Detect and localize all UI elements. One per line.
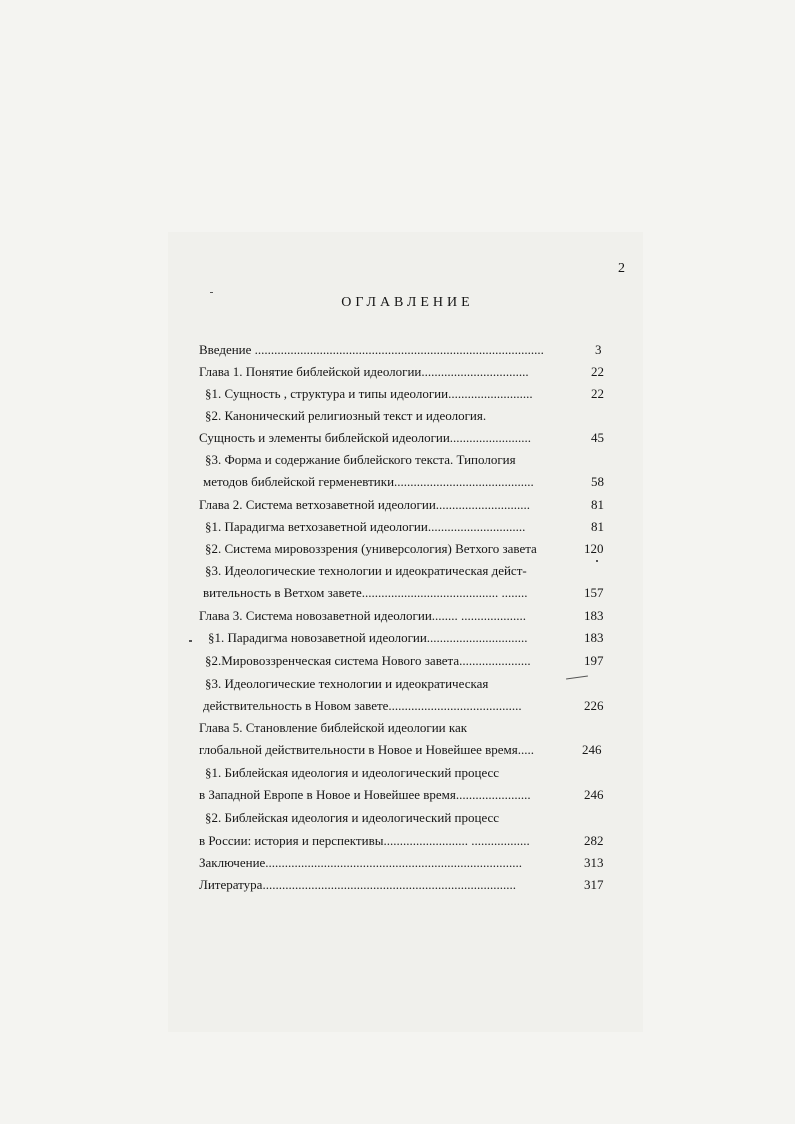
- toc-entry-chapter-3: [0, 608, 795, 628]
- toc-entry-text: §3. Форма и содержание библейского текста. Типология: [205, 452, 516, 467]
- toc-entry-page: 3: [595, 342, 602, 357]
- toc-entry-page: 22: [591, 364, 604, 379]
- toc-entry-chapter-3-section-3-cont: [0, 698, 795, 718]
- toc-entry-chapter-5-cont: [0, 742, 795, 762]
- toc-entry-page: 22: [591, 386, 604, 401]
- page-number: 2: [618, 261, 625, 276]
- toc-entry-text: вительность в Ветхом завете.......................................... ........: [203, 585, 528, 600]
- toc-entry-chapter-3-section-1: [0, 630, 795, 650]
- toc-entry-chapter-1-section-3: [0, 452, 795, 472]
- toc-entry-text: Заключение...............................................................................: [199, 855, 523, 870]
- toc-entry-chapter-1-section-2-cont: [0, 430, 795, 450]
- toc-entry-chapter-1-section-1: [0, 386, 795, 406]
- toc-entry-literature: [0, 877, 795, 897]
- toc-entry-text: Глава 5. Становление библейской идеологии как: [199, 720, 468, 735]
- toc-entry-page: 226: [584, 698, 604, 713]
- toc-entry-chapter-5-section-1: [0, 765, 795, 785]
- scan-speck: [596, 560, 598, 562]
- toc-entry-text: §3. Идеологические технологии и идеократическая: [205, 676, 489, 691]
- toc-entry-page: 157: [584, 585, 604, 600]
- toc-entry-text: методов библейской герменевтики...........................................: [203, 474, 534, 489]
- toc-entry-text: §1. Сущность , структура и типы идеологии..........................: [205, 386, 533, 401]
- toc-entry-chapter-5-section-2: [0, 810, 795, 830]
- toc-entry-page: 317: [584, 877, 604, 892]
- toc-entry-chapter-5-section-2-cont: [0, 833, 795, 853]
- toc-entry-text: §1. Парадигма новозаветной идеологии...............................: [208, 630, 528, 645]
- toc-entry-text: §2. Канонический религиозный текст и идеология.: [205, 408, 487, 423]
- toc-entry-chapter-2-section-2: [0, 541, 795, 561]
- toc-entry-page: 58: [591, 474, 604, 489]
- toc-entry-chapter-5-section-1-cont: [0, 787, 795, 807]
- toc-entry-text: Сущность и элементы библейской идеологии.........................: [199, 430, 532, 445]
- toc-entry-text: глобальной действительности в Новое и Новейшее время.....: [199, 742, 534, 757]
- toc-entry-chapter-2-section-1: [0, 519, 795, 539]
- toc-entry-text: в России: история и перспективы.......................... ..................: [199, 833, 530, 848]
- toc-entry-chapter-2-section-3-cont: [0, 585, 795, 605]
- toc-entry-text: §1. Парадигма ветхозаветной идеологии..............................: [205, 519, 526, 534]
- toc-entry-text: §3. Идеологические технологии и идеократическая дейст-: [205, 563, 527, 578]
- toc-entry-chapter-2: [0, 497, 795, 517]
- toc-entry-page: 81: [591, 519, 604, 534]
- toc-entry-chapter-5: [0, 720, 795, 740]
- toc-entry-page: 183: [584, 608, 604, 623]
- scan-speck: [189, 640, 192, 642]
- toc-entry-page: 313: [584, 855, 604, 870]
- toc-entry-page: 81: [591, 497, 604, 512]
- toc-entry-page: 246: [584, 787, 604, 802]
- toc-entry-chapter-2-section-3: [0, 563, 795, 583]
- scan-speck: [210, 292, 213, 293]
- toc-entry-text: Глава 1. Понятие библейской идеологии.................................: [199, 364, 529, 379]
- toc-entry-chapter-3-section-2: [0, 653, 795, 673]
- toc-entry-chapter-3-section-3: [0, 676, 795, 696]
- toc-entry-page: 197: [584, 653, 604, 668]
- toc-entry-conclusion: [0, 855, 795, 875]
- toc-entry-chapter-1-section-3-cont: [0, 474, 795, 494]
- toc-entry-text: Глава 2. Система ветхозаветной идеологии.............................: [199, 497, 531, 512]
- toc-entry-text: §2. Библейская идеология и идеологический процесс: [205, 810, 500, 825]
- toc-entry-text: §2. Система мировоззрения (универсология) Ветхого завета: [205, 541, 537, 556]
- toc-entry-page: 246: [582, 742, 602, 757]
- toc-entry-text: Литература..............................................................................: [199, 877, 516, 892]
- toc-entry-text: Глава 3. Система новозаветной идеологии........ ....................: [199, 608, 527, 623]
- toc-entry-text: действительность в Новом завете.........................................: [203, 698, 522, 713]
- toc-entry-text: §2.Мировоззренческая система Нового завета......................: [205, 653, 531, 668]
- toc-entry-text: Введение .........................................................................................: [199, 342, 544, 357]
- toc-entry-introduction: [0, 342, 795, 362]
- toc-entry-chapter-1: [0, 364, 795, 384]
- toc-entry-page: 45: [591, 430, 604, 445]
- toc-entry-text: в Западной Европе в Новое и Новейшее время.......................: [199, 787, 531, 802]
- toc-entry-text: §1. Библейская идеология и идеологический процесс: [205, 765, 500, 780]
- toc-entry-page: 282: [584, 833, 604, 848]
- table-of-contents-title: ОГЛАВЛЕНИЕ: [341, 295, 474, 310]
- toc-entry-page: 120: [584, 541, 604, 556]
- toc-entry-chapter-1-section-2: [0, 408, 795, 428]
- toc-entry-page: 183: [584, 630, 604, 645]
